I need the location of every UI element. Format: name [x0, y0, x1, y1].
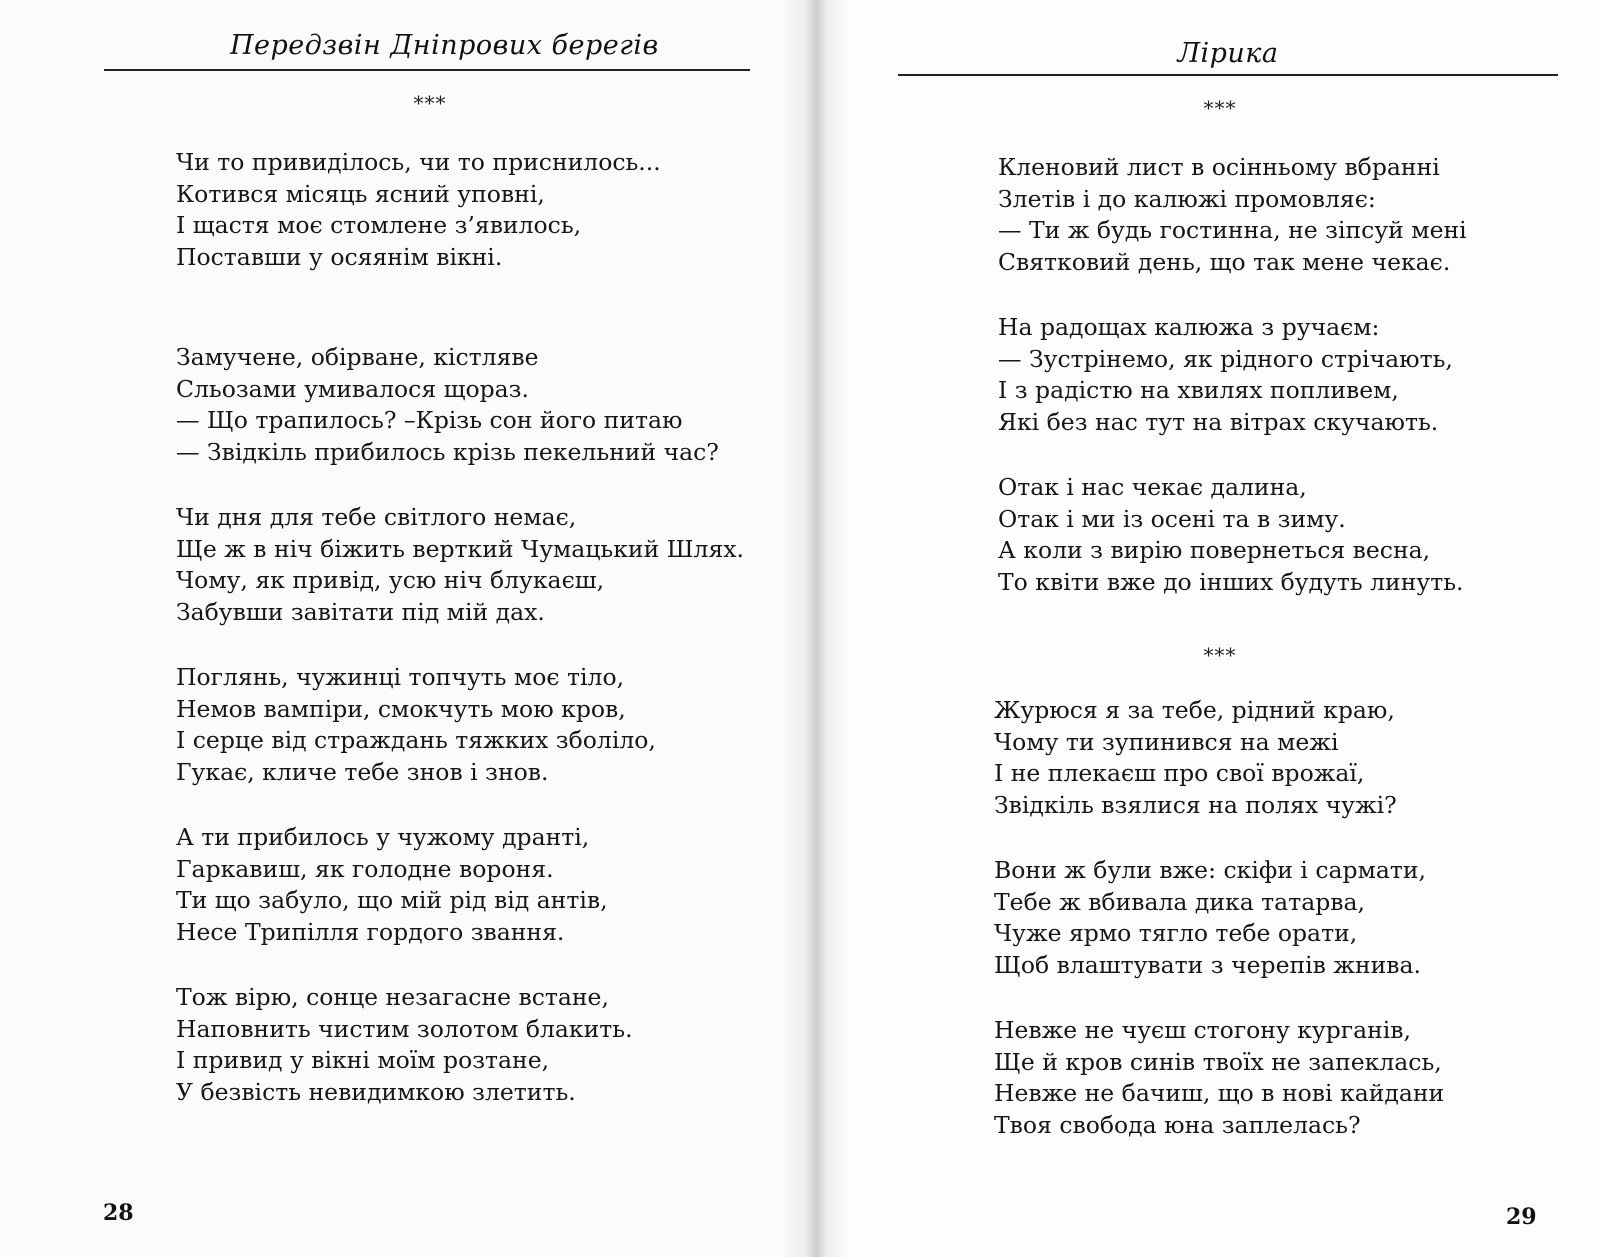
- verse-line: Несе Трипілля гордого звання.: [176, 917, 565, 946]
- verse-line: А ти прибилось у чужому дранті,: [176, 823, 590, 851]
- header-rule-left: [104, 69, 750, 71]
- verse-line: Тож вірю, сонце незагасне встане,: [176, 983, 609, 1011]
- section-separator: ***: [1203, 643, 1237, 667]
- verse-line: Які без нас тут на вітрах скучають.: [998, 407, 1439, 436]
- verse-line: І привид у вікні моїм розтане,: [176, 1046, 550, 1075]
- stanza: [176, 147, 661, 273]
- stanza: [994, 695, 1397, 821]
- verse-line: У безвість невидимкою злетить.: [176, 1077, 576, 1106]
- book-gutter-shadow: [780, 0, 850, 1257]
- verse-line: — Звідкіль прибилось крізь пекельний час?: [176, 437, 719, 466]
- stanza: [176, 982, 633, 1108]
- verse-line: Поглянь, чужинці топчуть моє тіло,: [176, 663, 625, 691]
- verse-line: Твоя свобода юна заплелась?: [994, 1110, 1361, 1139]
- verse-line: — Зустрінемо, як рідного стрічають,: [998, 344, 1453, 373]
- verse-line: Невже не бачиш, що в нові кайдани: [994, 1079, 1445, 1108]
- verse-line: Чуже ярмо тягло тебе орати,: [994, 919, 1358, 948]
- stanza: [176, 822, 608, 948]
- verse-line: Ти що забуло, що мій рід від антів,: [176, 886, 608, 915]
- stanza: [998, 472, 1463, 598]
- verse-line: Поставши у осяянім вікні.: [176, 242, 503, 271]
- verse-line: На радощах калюжа з ручаєм:: [998, 313, 1380, 341]
- verse-line: Вони ж були вже: скіфи і сармати,: [994, 856, 1426, 884]
- verse-line: І серце від страждань тяжких зболіло,: [176, 726, 656, 755]
- verse-line: Забувши завітати під мій дах.: [176, 597, 545, 626]
- verse-line: А коли з вирію повернеться весна,: [998, 536, 1431, 565]
- verse-line: — Ти ж будь гостинна, не зіпсуй мені: [998, 216, 1467, 245]
- stanza: [176, 662, 656, 788]
- verse-line: Звідкіль взялися на полях чужі?: [994, 790, 1397, 819]
- verse-line: І не плекаєш про свої врожаї,: [994, 759, 1365, 788]
- stanza: [176, 502, 744, 628]
- page-number-left: 28: [103, 1200, 134, 1226]
- verse-line: Чи дня для тебе світлого немає,: [176, 503, 577, 531]
- verse-line: Гаркавиш, як голодне вороня.: [176, 854, 554, 883]
- right-page: [818, 0, 1600, 1257]
- stanza: [994, 855, 1426, 981]
- verse-line: І з радістю на хвилях попливем,: [998, 376, 1399, 405]
- verse-line: Кленовий лист в осінньому вбранні: [998, 153, 1440, 181]
- verse-line: Злетів і до калюжі промовляє:: [998, 184, 1376, 213]
- verse-line: Наповнить чистим золотом блакить.: [176, 1014, 633, 1043]
- verse-line: Сльозами умивалося щораз.: [176, 374, 529, 403]
- verse-line: Немов вампіри, смокчуть мою кров,: [176, 694, 626, 723]
- verse-line: Чи то привиділось, чи то приснилось...: [176, 148, 661, 176]
- section-separator: ***: [413, 91, 447, 115]
- verse-line: Ще й кров синів твоїх не запеклась,: [994, 1047, 1442, 1076]
- verse-line: Чому, як привід, усю ніч блукаєш,: [176, 566, 605, 595]
- verse-line: То квіти вже до інших будуть линуть.: [998, 567, 1464, 596]
- verse-line: І щастя моє стомлене з’явилось,: [176, 211, 582, 240]
- verse-line: Невже не чуєш стогону курганів,: [994, 1016, 1411, 1044]
- header-rule-right: [898, 74, 1558, 76]
- verse-line: Чому ти зупинився на межі: [994, 727, 1339, 756]
- verse-line: Котився місяць ясний уповні,: [176, 179, 545, 208]
- stanza: [176, 342, 719, 468]
- verse-line: Замучене, обірване, кістляве: [176, 343, 539, 371]
- verse-line: Святковий день, що так мене чекає.: [998, 247, 1451, 276]
- running-head-left: Передзвін Дніпрових берегів: [230, 30, 659, 61]
- verse-line: Тебе ж вбивала дика татарва,: [994, 887, 1365, 916]
- verse-line: — Що трапилось? –Крізь сон його питаю: [176, 406, 683, 435]
- stanza: [994, 1015, 1444, 1141]
- verse-line: Щоб влаштувати з черепів жнива.: [994, 950, 1422, 979]
- section-separator: ***: [1203, 96, 1237, 120]
- verse-line: Отак і ми із осені та в зиму.: [998, 504, 1346, 533]
- stanza: [998, 152, 1467, 278]
- verse-line: Отак і нас чекає далина,: [998, 473, 1307, 501]
- verse-line: Журюся я за тебе, рідний краю,: [994, 696, 1395, 724]
- page-number-right: 29: [1506, 1204, 1537, 1230]
- running-head-right: Лірика: [1177, 38, 1279, 69]
- verse-line: Ще ж в ніч біжить верткий Чумацький Шлях.: [176, 534, 745, 563]
- stanza: [998, 312, 1453, 438]
- verse-line: Гукає, кличе тебе знов і знов.: [176, 757, 549, 786]
